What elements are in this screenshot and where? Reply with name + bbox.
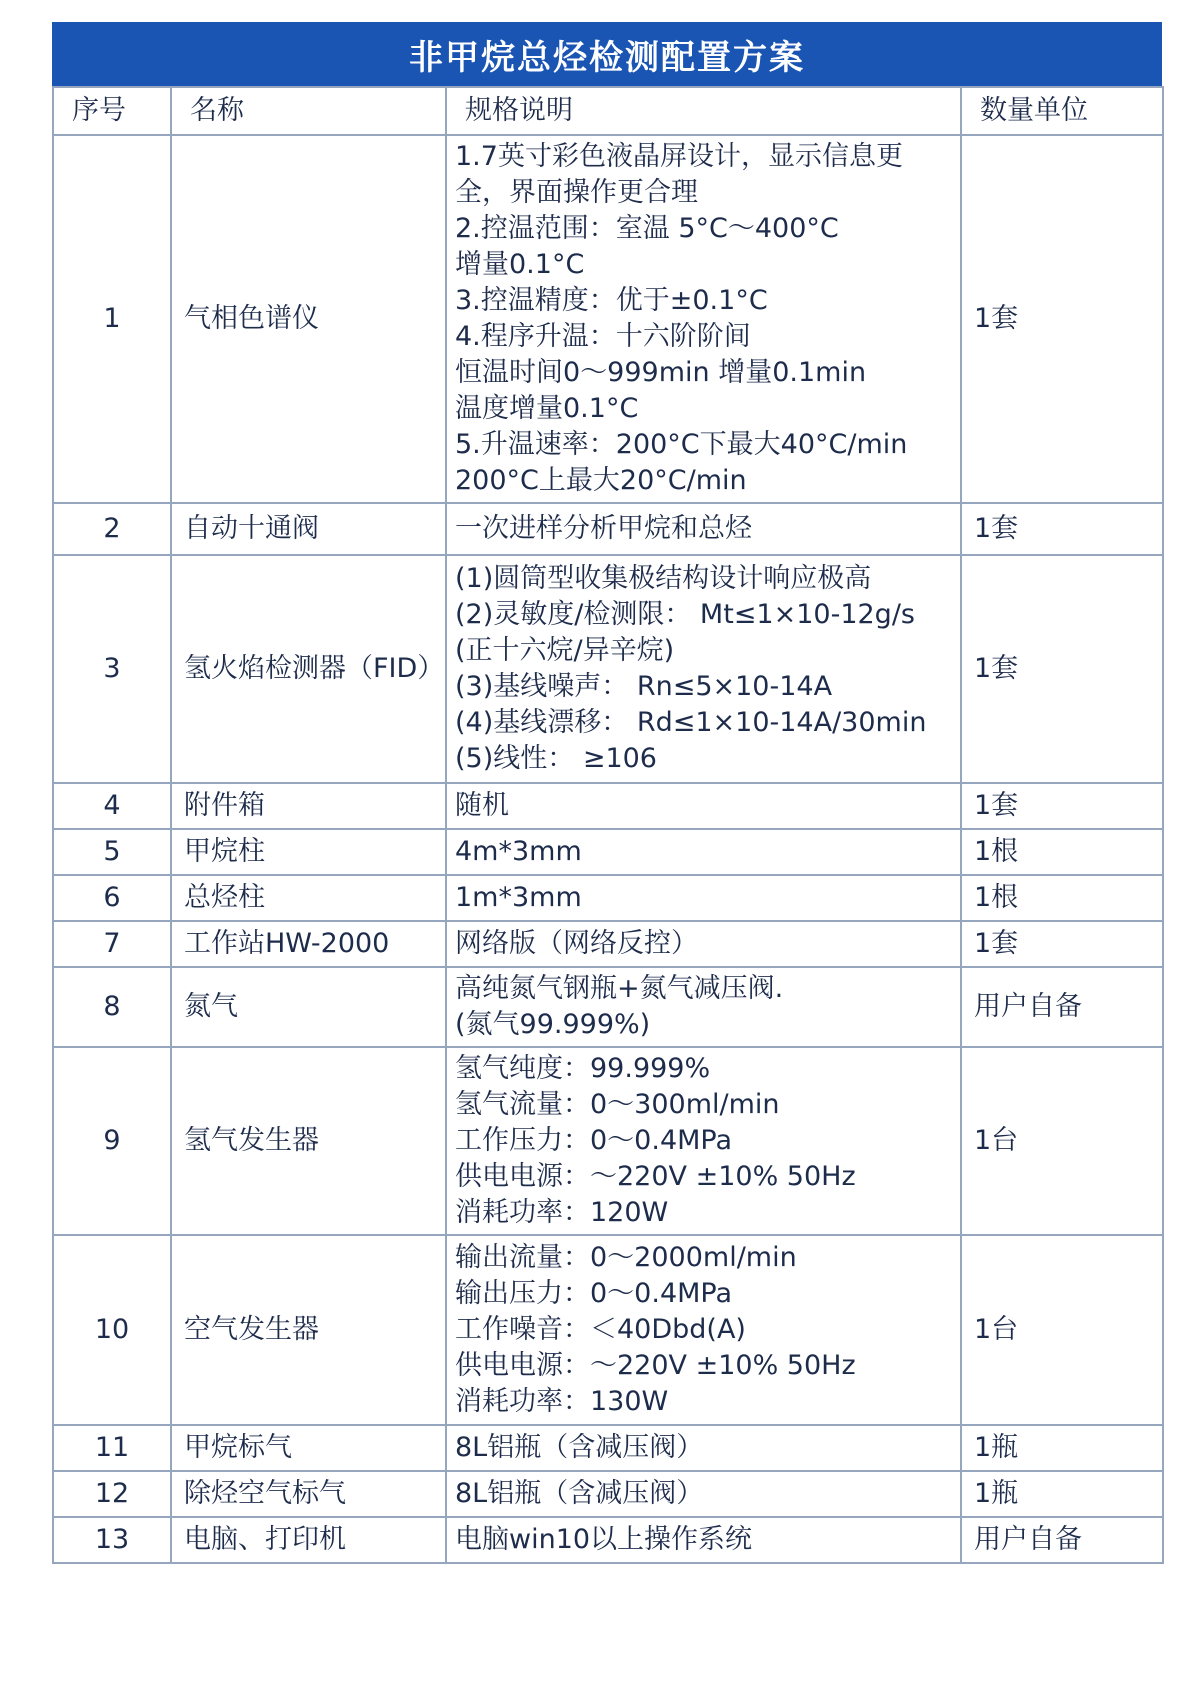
spec-line: 随机 — [455, 790, 509, 821]
item-name: 甲烷柱 — [171, 829, 446, 875]
spec-line: 4.程序升温：十六阶阶间 — [455, 321, 751, 352]
spec-line: 供电电源：～220V ±10% 50Hz — [455, 1161, 856, 1192]
table-row — [53, 1425, 1163, 1471]
spec-line: 供电电源：～220V ±10% 50Hz — [455, 1350, 856, 1381]
spec-line: 输出压力：0～0.4MPa — [455, 1278, 733, 1309]
item-quantity: 用户自备 — [961, 1517, 1163, 1563]
item-name: 除烃空气标气 — [171, 1471, 446, 1517]
row-number: 12 — [53, 1471, 171, 1517]
row-number: 7 — [53, 921, 171, 967]
item-name: 电脑、打印机 — [171, 1517, 446, 1563]
row-number: 9 — [53, 1047, 171, 1235]
header-name: 名称 — [171, 87, 446, 135]
item-name: 附件箱 — [171, 783, 446, 829]
row-number: 1 — [53, 135, 171, 503]
spec-line: 氢气纯度：99.999% — [455, 1053, 711, 1084]
item-quantity: 1台 — [961, 1047, 1163, 1235]
row-number: 5 — [53, 829, 171, 875]
item-quantity: 1套 — [961, 135, 1163, 503]
item-spec — [446, 1471, 961, 1517]
item-spec — [446, 135, 961, 503]
table-row — [53, 921, 1163, 967]
spec-line: 输出流量：0～2000ml/min — [455, 1242, 797, 1273]
spec-line: 3.控温精度：优于±0.1°C — [455, 285, 768, 316]
item-quantity: 1瓶 — [961, 1471, 1163, 1517]
item-name: 甲烷标气 — [171, 1425, 446, 1471]
table-row — [53, 967, 1163, 1047]
spec-line: (2)灵敏度/检测限： Mt≤1×10-12g/s — [455, 599, 915, 630]
spec-line: 温度增量0.1°C — [455, 393, 639, 424]
spec-line: 1m*3mm — [455, 882, 582, 913]
item-name: 总烃柱 — [171, 875, 446, 921]
header-spec: 规格说明 — [446, 87, 961, 135]
spec-line: (1)圆筒型收集极结构设计响应极高 — [455, 563, 872, 594]
row-number: 10 — [53, 1235, 171, 1425]
item-name: 空气发生器 — [171, 1235, 446, 1425]
header-no: 序号 — [53, 87, 171, 135]
spec-line: 工作噪音：＜40Dbd(A) — [455, 1314, 746, 1345]
table-row — [53, 503, 1163, 555]
spec-line: 5.升温速率：200°C下最大40°C/min — [455, 429, 908, 460]
spec-line: 网络版（网络反控） — [455, 928, 698, 959]
row-number: 3 — [53, 555, 171, 783]
row-number: 4 — [53, 783, 171, 829]
spec-line: 消耗功率：120W — [455, 1197, 669, 1228]
item-quantity: 1台 — [961, 1235, 1163, 1425]
item-quantity: 1套 — [961, 921, 1163, 967]
item-quantity: 1根 — [961, 829, 1163, 875]
spec-line: 消耗功率：130W — [455, 1386, 669, 1417]
spec-line: 全，界面操作更合理 — [455, 177, 698, 208]
item-spec — [446, 1425, 961, 1471]
row-number: 2 — [53, 503, 171, 555]
item-name: 氮气 — [171, 967, 446, 1047]
table-row — [53, 1235, 1163, 1425]
spec-line: 200°C上最大20°C/min — [455, 465, 747, 496]
table-row — [53, 829, 1163, 875]
spec-line: 一次进样分析甲烷和总烃 — [455, 513, 752, 544]
item-spec — [446, 829, 961, 875]
item-spec — [446, 875, 961, 921]
item-quantity: 1套 — [961, 503, 1163, 555]
item-spec — [446, 921, 961, 967]
spec-line: 4m*3mm — [455, 836, 582, 867]
spec-line: 工作压力：0～0.4MPa — [455, 1125, 733, 1156]
table-row — [53, 875, 1163, 921]
spec-line: (氮气99.999%) — [455, 1009, 651, 1040]
spec-line: 电脑win10以上操作系统 — [455, 1524, 753, 1555]
item-spec — [446, 503, 961, 555]
row-number: 6 — [53, 875, 171, 921]
spec-line: 高纯氮气钢瓶+氮气减压阀. — [455, 973, 784, 1004]
table-row — [53, 135, 1163, 503]
spec-line: 恒温时间0～999min 增量0.1min — [455, 357, 867, 388]
spec-line: 增量0.1°C — [455, 249, 585, 280]
spec-line: (3)基线噪声： Rn≤5×10-14A — [455, 671, 833, 702]
spec-line: 1.7英寸彩色液晶屏设计，显示信息更 — [455, 141, 903, 172]
spec-line: 8L铝瓶（含减压阀） — [455, 1478, 704, 1509]
table-row — [53, 555, 1163, 783]
item-name: 氢火焰检测器（FID） — [171, 555, 446, 783]
spec-line: 氢气流量：0～300ml/min — [455, 1089, 780, 1120]
row-number: 11 — [53, 1425, 171, 1471]
item-spec — [446, 783, 961, 829]
item-spec — [446, 555, 961, 783]
item-quantity: 用户自备 — [961, 967, 1163, 1047]
header-qty: 数量单位 — [961, 87, 1163, 135]
spec-line: (正十六烷/异辛烷) — [455, 635, 675, 666]
item-name: 气相色谱仪 — [171, 135, 446, 503]
item-spec — [446, 967, 961, 1047]
header-row — [53, 87, 1163, 135]
spec-line: 2.控温范围：室温 5°C～400°C — [455, 213, 839, 244]
spec-line: (4)基线漂移： Rd≤1×10-14A/30min — [455, 707, 927, 738]
table-title: 非甲烷总烃检测配置方案 — [52, 22, 1162, 86]
spec-line: 8L铝瓶（含减压阀） — [455, 1432, 704, 1463]
row-number: 8 — [53, 967, 171, 1047]
config-sheet — [52, 22, 1162, 1564]
item-quantity: 1根 — [961, 875, 1163, 921]
row-number: 13 — [53, 1517, 171, 1563]
item-quantity: 1套 — [961, 783, 1163, 829]
table-body — [53, 135, 1163, 1563]
item-name: 工作站HW-2000 — [171, 921, 446, 967]
item-name: 氢气发生器 — [171, 1047, 446, 1235]
item-spec — [446, 1235, 961, 1425]
table-row — [53, 1047, 1163, 1235]
spec-line: (5)线性： ≥106 — [455, 743, 657, 774]
item-quantity: 1瓶 — [961, 1425, 1163, 1471]
item-spec — [446, 1517, 961, 1563]
table-row — [53, 1517, 1163, 1563]
item-name: 自动十通阀 — [171, 503, 446, 555]
item-quantity: 1套 — [961, 555, 1163, 783]
config-table — [52, 86, 1164, 1564]
table-row — [53, 1471, 1163, 1517]
table-row — [53, 783, 1163, 829]
item-spec — [446, 1047, 961, 1235]
